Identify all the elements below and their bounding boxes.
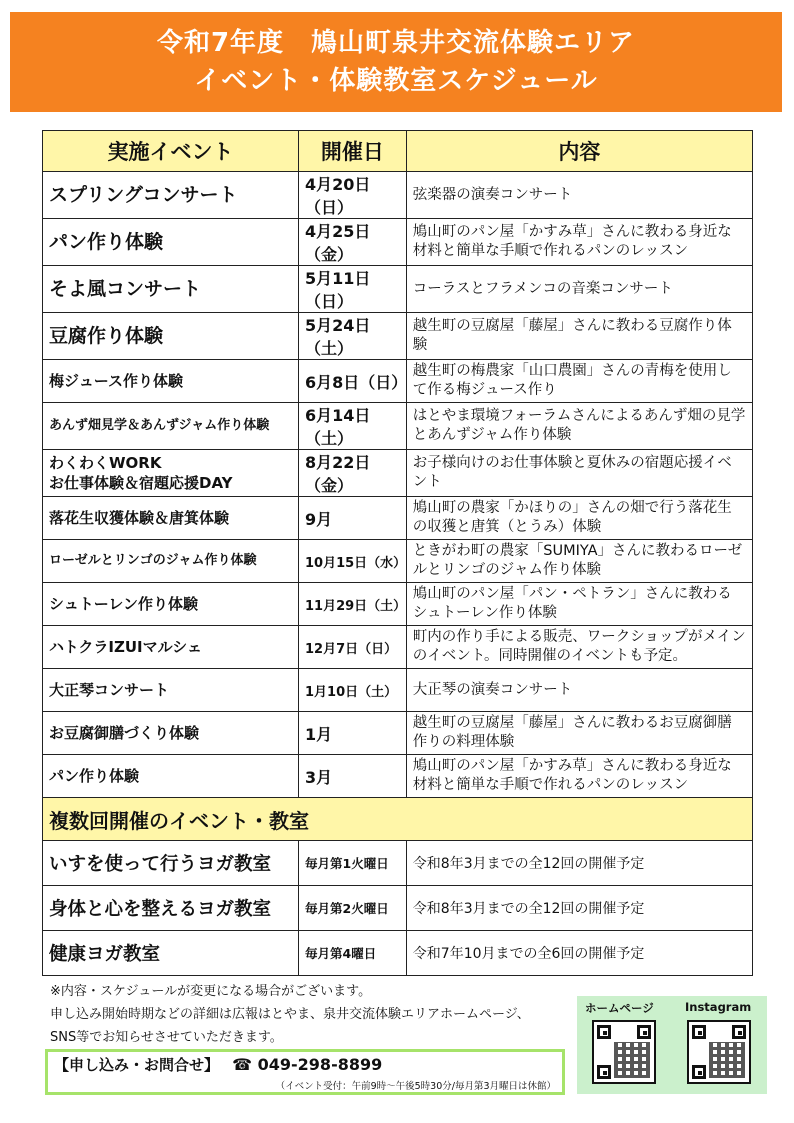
class-date: 毎月第1火曜日 — [299, 841, 407, 886]
qr-pattern — [614, 1042, 650, 1078]
table-row — [43, 583, 753, 626]
contact-phone[interactable] — [232, 1055, 382, 1074]
event-name: パン作り体験 — [43, 755, 299, 798]
event-desc: コーラスとフラメンコの音楽コンサート — [406, 266, 752, 313]
class-desc: 令和7年10月までの全6回の開催予定 — [406, 931, 752, 976]
class-date: 毎月第2火曜日 — [299, 886, 407, 931]
notes — [50, 980, 580, 1049]
event-desc: 鳩山町のパン屋「かすみ草」さんに教わる身近な材料と簡単な手順で作れるパンのレッスン — [406, 219, 752, 266]
phone-number: 049-298-8899 — [257, 1055, 383, 1074]
event-date: 12月7日（日） — [299, 626, 407, 669]
event-desc: 大正琴の演奏コンサート — [406, 669, 752, 712]
event-desc: 弦楽器の演奏コンサート — [406, 172, 752, 219]
class-desc: 令和8年3月までの全12回の開催予定 — [406, 841, 752, 886]
table-header-row — [43, 131, 753, 172]
event-desc: 越生町の豆腐屋「藤屋」さんに教わるお豆腐御膳作りの料理体験 — [406, 712, 752, 755]
event-date: 4月25日（金） — [299, 219, 407, 266]
class-desc: 令和8年3月までの全12回の開催予定 — [406, 886, 752, 931]
event-desc: お子様向けのお仕事体験と夏休みの宿題応援イベント — [406, 450, 752, 497]
table-row — [43, 219, 753, 266]
class-name: 身体と心を整えるヨガ教室 — [43, 886, 299, 931]
section-row — [43, 798, 753, 841]
event-name: あんず畑見学＆あんずジャム作り体験 — [43, 403, 299, 450]
event-date: 4月20日（日） — [299, 172, 407, 219]
event-date: 8月22日（金） — [299, 450, 407, 497]
schedule-table — [42, 130, 753, 976]
contact-title: 【申し込み・お問合せ】 — [54, 1056, 220, 1074]
event-name: 落花生収獲体験＆唐箕体験 — [43, 497, 299, 540]
page-title-line1: 令和7年度 鳩山町泉井交流体験エリア — [156, 28, 636, 58]
class-name: いすを使って行うヨガ教室 — [43, 841, 299, 886]
event-date: 5月11日（日） — [299, 266, 407, 313]
table-row — [43, 669, 753, 712]
table-row — [43, 403, 753, 450]
event-date: 1月10日（土） — [299, 669, 407, 712]
table-row — [43, 712, 753, 755]
qr-finder — [637, 1025, 651, 1039]
table-row — [43, 497, 753, 540]
event-desc: ときがわ町の農家「SUMIYA」さんに教わるローゼルとリンゴのジャム作り体験 — [406, 540, 752, 583]
event-name: スプリングコンサート — [43, 172, 299, 219]
event-date: 5月24日（土） — [299, 313, 407, 360]
note-line: SNS等でお知らせさせていただきます。 — [50, 1030, 283, 1045]
page-title-line2: イベント・体験教室スケジュール — [194, 66, 598, 96]
homepage-qr-code[interactable] — [592, 1020, 656, 1084]
event-name: 豆腐作り体験 — [43, 313, 299, 360]
event-date: 10月15日（水） — [299, 540, 407, 583]
event-date: 1月 — [299, 712, 407, 755]
homepage-label: ホームページ — [585, 1001, 654, 1015]
event-date: 3月 — [299, 755, 407, 798]
event-name: シュトーレン作り体験 — [43, 583, 299, 626]
table-row — [43, 360, 753, 403]
event-date: 6月14日（土） — [299, 403, 407, 450]
section-title: 複数回開催のイベント・教室 — [43, 798, 753, 841]
table-row — [43, 626, 753, 669]
table-row — [43, 841, 753, 886]
qr-panel — [577, 996, 767, 1094]
class-date: 毎月第4曜日 — [299, 931, 407, 976]
event-desc: はとやま環境フォーラムさんによるあんず畑の見学とあんずジャム作り体験 — [406, 403, 752, 450]
event-name: パン作り体験 — [43, 219, 299, 266]
table-row — [43, 313, 753, 360]
event-name: ハトクラIZUIマルシェ — [43, 626, 299, 669]
phone-icon: ☎ — [232, 1055, 253, 1074]
event-desc: 越生町の豆腐屋「藤屋」さんに教わる豆腐作り体験 — [406, 313, 752, 360]
table-row — [43, 266, 753, 313]
header-event: 実施イベント — [43, 131, 299, 172]
event-name: ローゼルとリンゴのジャム作り体験 — [43, 540, 299, 583]
event-desc: 鳩山町の農家「かほりの」さんの畑で行う落花生の収獲と唐箕（とうみ）体験 — [406, 497, 752, 540]
qr-finder — [732, 1025, 746, 1039]
instagram-qr-code[interactable] — [687, 1020, 751, 1084]
table-row — [43, 931, 753, 976]
event-name: 大正琴コンサート — [43, 669, 299, 712]
title-banner — [10, 12, 782, 112]
qr-finder — [692, 1065, 706, 1079]
event-desc: 鳩山町のパン屋「パン・ペトラン」さんに教わるシュトーレン作り体験 — [406, 583, 752, 626]
header-date: 開催日 — [299, 131, 407, 172]
contact-hours: （イベント受付：午前9時～午後5時30分/毎月第3月曜日は休館） — [275, 1081, 556, 1092]
event-desc: 鳩山町のパン屋「かすみ草」さんに教わる身近な材料と簡単な手順で作れるパンのレッスン — [406, 755, 752, 798]
qr-pattern — [709, 1042, 745, 1078]
qr-finder — [597, 1025, 611, 1039]
event-date: 11月29日（土） — [299, 583, 407, 626]
qr-finder — [597, 1065, 611, 1079]
event-date: 9月 — [299, 497, 407, 540]
instagram-label: Instagram — [685, 1000, 752, 1014]
event-desc: 町内の作り手による販売、ワークショップがメインのイベント。同時開催のイベントも予定。 — [406, 626, 752, 669]
event-name: そよ風コンサート — [43, 266, 299, 313]
table-row — [43, 755, 753, 798]
note-line: 申し込み開始時期などの詳細は広報はとやま、泉井交流体験エリアホームページ、 — [50, 1007, 530, 1022]
note-line: ※内容・スケジュールが変更になる場合がございます。 — [50, 984, 372, 999]
qr-finder — [692, 1025, 706, 1039]
event-name: お豆腐御膳づくり体験 — [43, 712, 299, 755]
header-desc: 内容 — [406, 131, 752, 172]
event-name: 梅ジュース作り体験 — [43, 360, 299, 403]
table-row — [43, 886, 753, 931]
class-name: 健康ヨガ教室 — [43, 931, 299, 976]
table-row — [43, 172, 753, 219]
event-name: わくわくWORK お仕事体験＆宿題応援DAY — [43, 450, 299, 497]
event-date: 6月8日（日） — [299, 360, 407, 403]
event-desc: 越生町の梅農家「山口農園」さんの青梅を使用して作る梅ジュース作り — [406, 360, 752, 403]
table-row — [43, 540, 753, 583]
table-row — [43, 450, 753, 497]
contact-box — [45, 1049, 565, 1095]
